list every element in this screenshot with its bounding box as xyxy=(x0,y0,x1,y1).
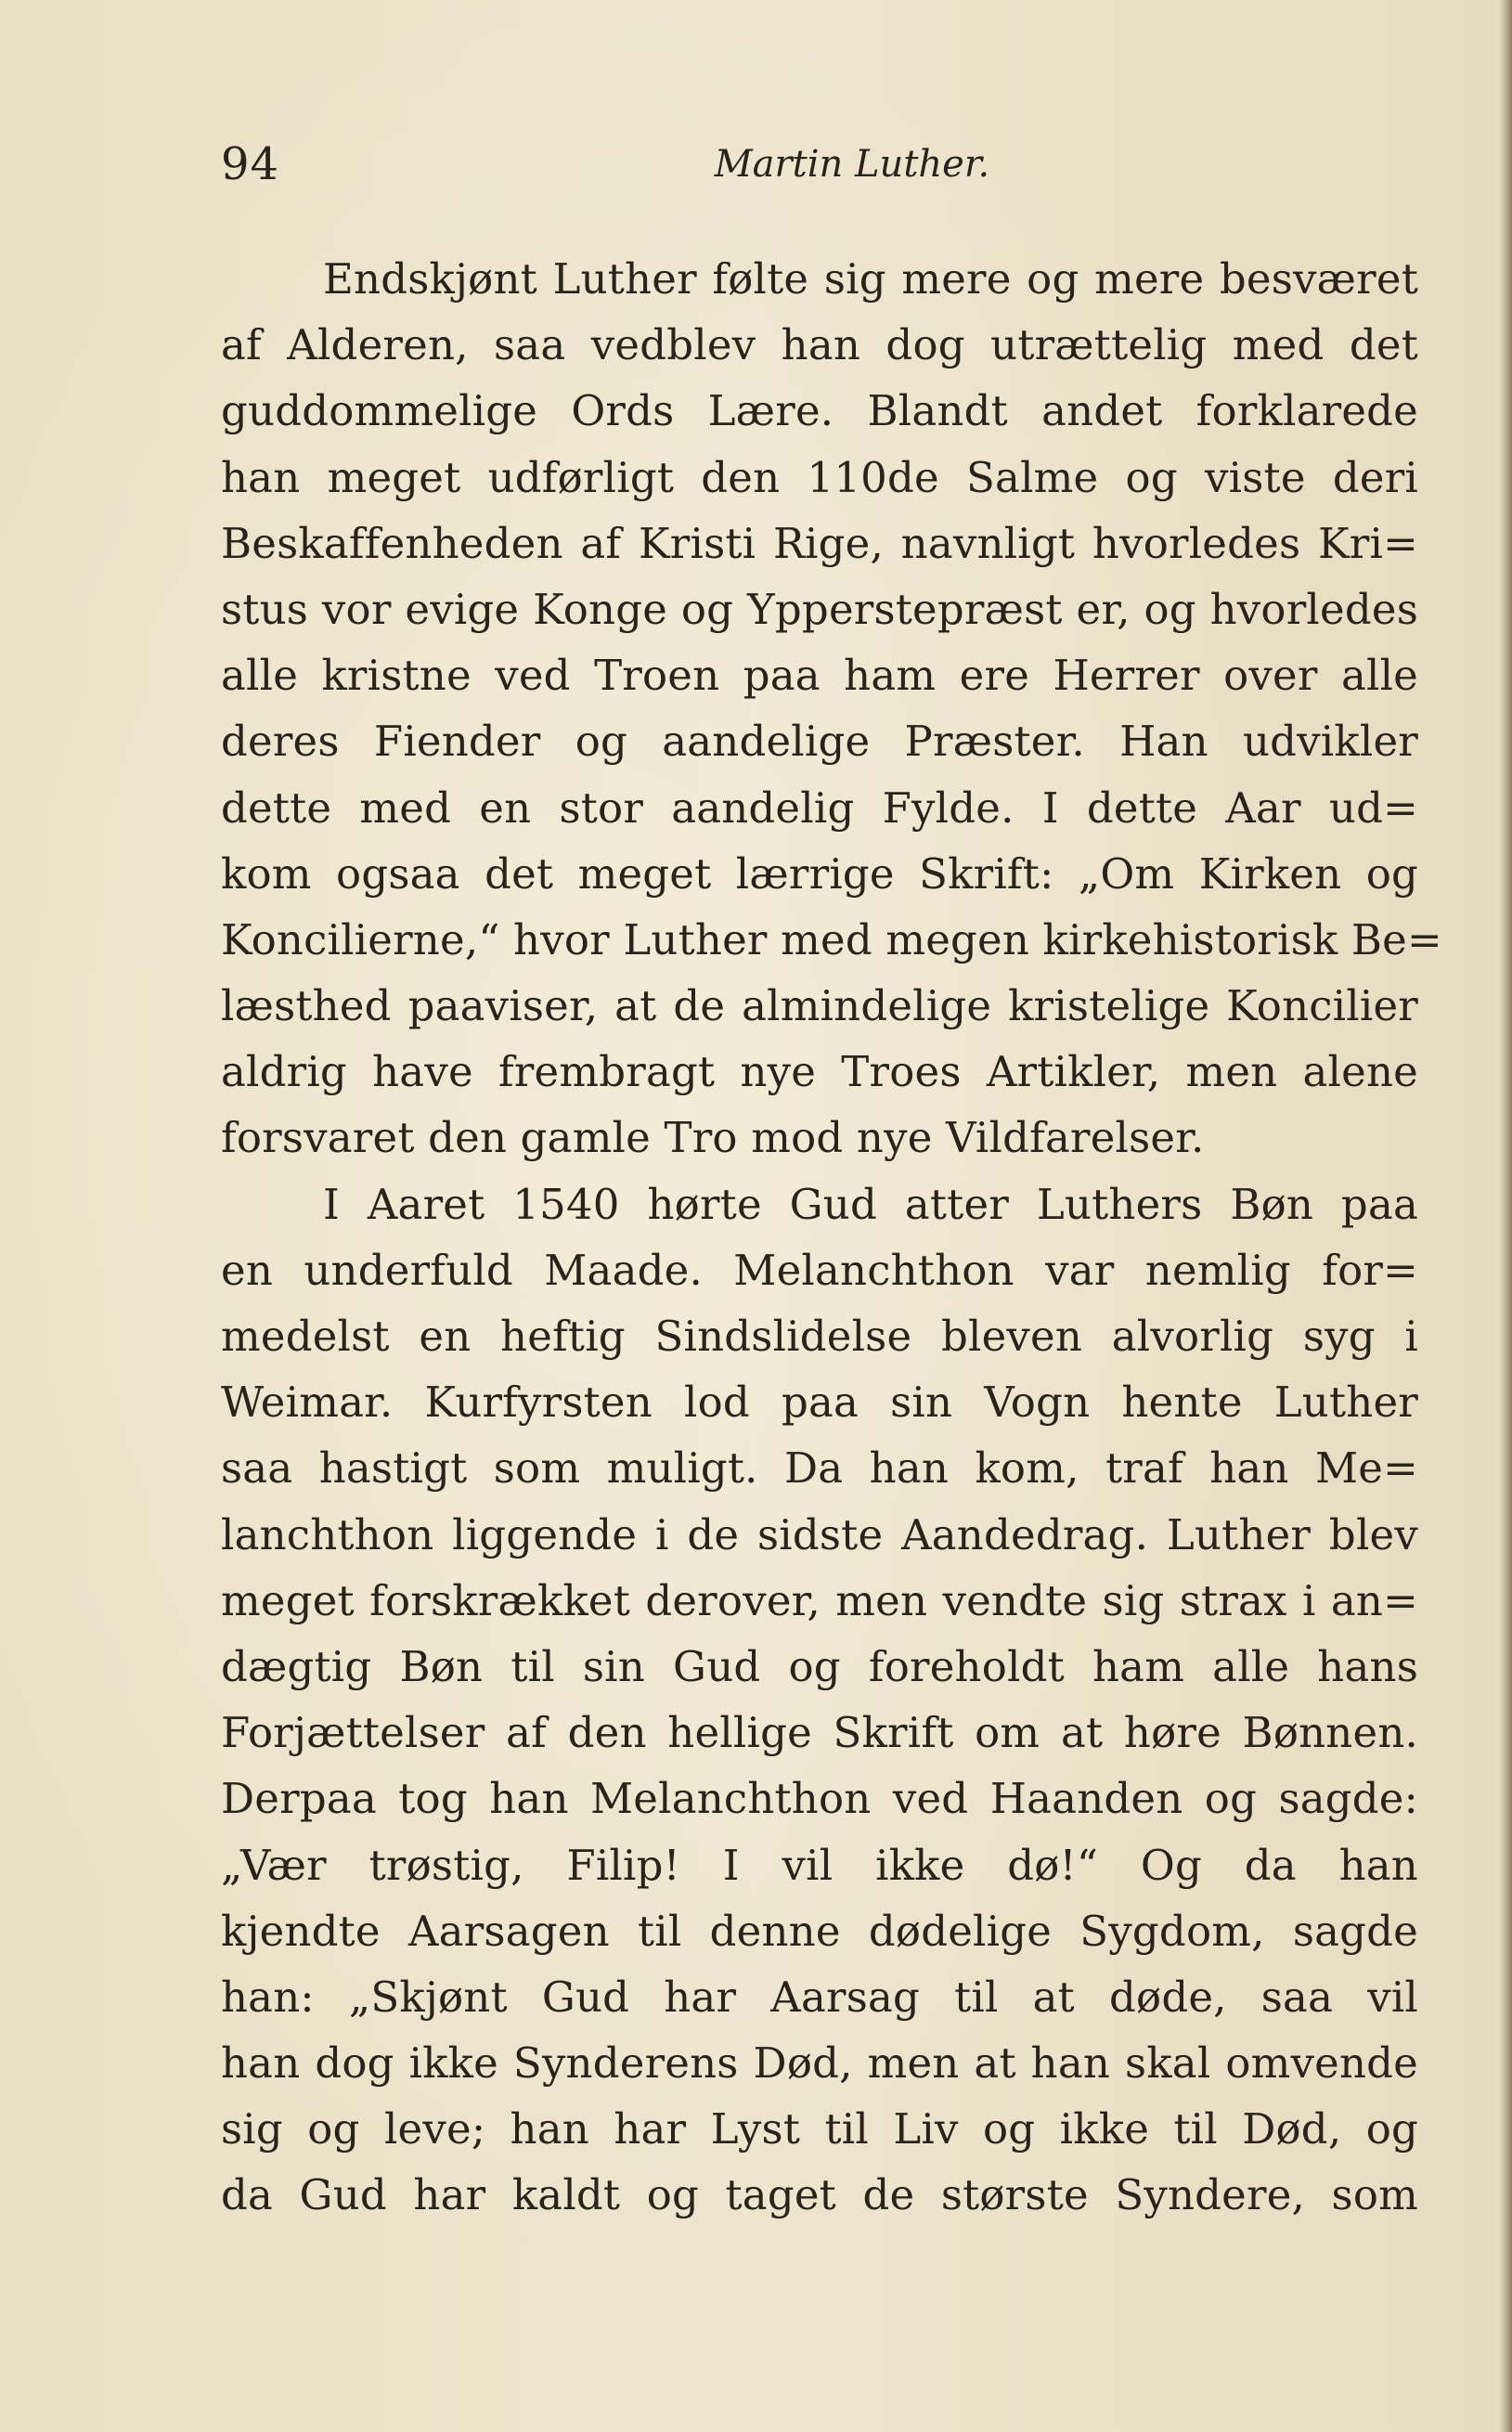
text-line: af Alderen, saa vedblev han dog utrættelig med det xyxy=(221,320,1418,370)
text-line: Koncilierne,“ hvor Luther med megen kirkehistorisk Be= xyxy=(221,914,1442,964)
page-header xyxy=(221,132,1418,197)
text-line: han dog ikke Synderens Død, men at han skal omvende xyxy=(221,2038,1418,2089)
text-line: da Gud har kaldt og taget de største Syndere, som xyxy=(221,2170,1418,2220)
text-line: saa hastigt som muligt. Da han kom, traf han Me= xyxy=(221,1443,1418,1494)
page-edge-shadow xyxy=(1499,0,1512,2432)
text-line: forsvaret den gamle Tro mod nye Vildfarelser. xyxy=(221,1113,1205,1163)
text-line: aldrig have frembragt nye Troes Artikler, men alene xyxy=(221,1047,1418,1097)
text-line: en underfuld Maade. Melanchthon var nemlig for= xyxy=(221,1245,1418,1295)
text-line: Derpaa tog han Melanchthon ved Haanden og sagde: xyxy=(221,1774,1418,1824)
text-line: kom ogsaa det meget lærrige Skrift: „Om Kirken og xyxy=(221,848,1418,899)
text-line: meget forskrækket derover, men vendte sig strax i an= xyxy=(221,1575,1418,1625)
text-line: dette med en stor aandelig Fylde. I dette Aar ud= xyxy=(221,783,1418,833)
page-number: 94 xyxy=(221,138,280,190)
text-line: „Vær trøstig, Filip! I vil ikke dø!“ Og da han xyxy=(221,1840,1418,1890)
running-title: Martin Luther. xyxy=(714,143,990,186)
text-line: lanchthon liggende i de sidste Aandedrag. Luther blev xyxy=(221,1509,1418,1559)
text-line: I Aaret 1540 hørte Gud atter Luthers Bøn paa xyxy=(323,1179,1418,1229)
text-line: Weimar. Kurfyrsten lod paa sin Vogn hente Luther xyxy=(221,1378,1418,1428)
text-line: stus vor evige Konge og Ypperstepræst er, og hvorledes xyxy=(221,584,1418,634)
text-line: medelst en heftig Sindslidelse bleven alvorlig syg i xyxy=(221,1312,1418,1361)
text-line: deres Fiender og aandelige Præster. Han udvikler xyxy=(221,717,1418,767)
text-line: guddommelige Ords Lære. Blandt andet forklarede xyxy=(221,386,1418,436)
text-line: alle kristne ved Troen paa ham ere Herrer over alle xyxy=(221,651,1418,701)
text-line: Endskjønt Luther følte sig mere og mere besværet xyxy=(323,254,1418,304)
text-line: Forjættelser af den hellige Skrift om at høre Bønnen. xyxy=(221,1708,1418,1758)
text-line: han meget udførligt den 110de Salme og viste deri xyxy=(221,452,1418,502)
text-line: dægtig Bøn til sin Gud og foreholdt ham alle hans xyxy=(221,1641,1418,1691)
text-line: Beskaffenheden af Kristi Rige, navnligt hvorledes Kri= xyxy=(221,518,1418,568)
body-text xyxy=(221,246,1442,2229)
text-line: læsthed paaviser, at de almindelige kristelige Koncilier xyxy=(221,981,1418,1031)
text-line: kjendte Aarsagen til denne dødelige Sygdom, sagde xyxy=(221,1906,1418,1956)
text-line: sig og leve; han har Lyst til Liv og ikke til Død, og xyxy=(221,2104,1418,2154)
text-line: han: „Skjønt Gud har Aarsag til at døde, saa vil xyxy=(221,1972,1418,2022)
